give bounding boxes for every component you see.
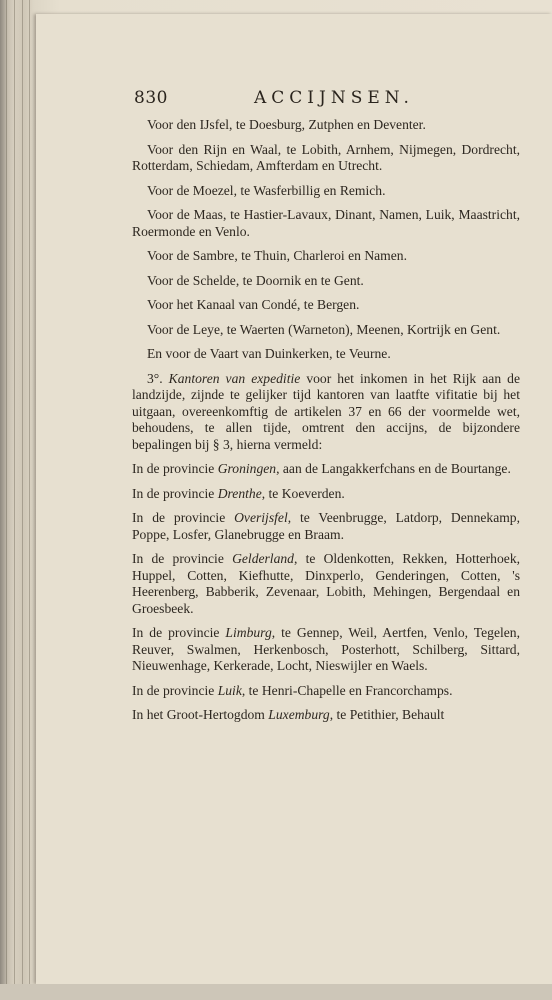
paragraph: Voor den IJsfel, te Doesburg, Zutphen en Deventer. — [147, 117, 426, 132]
paragraph-rest: voor het inkomen in het Rijk aan de landzijde, zijnde te gelijker tijd kantoren van laatfte vifitatie bij het uitgaan, overeenkomftig de artikelen 37 en 66 der voormelde wet, behoudens, te allen tijde, omtrent den accijns, de bijzondere bepalingen bij § 3, hierna vermeld: — [132, 370, 520, 452]
paragraph-italic: Drenthe — [217, 485, 262, 501]
paragraph-lead: 3°. — [147, 370, 169, 386]
paragraph-lead: In de provincie — [132, 510, 235, 525]
paragraph-italic: Kantoren van expeditie — [168, 370, 301, 386]
paragraph: Voor de Leye, te Waerten (Warneton), Meenen, Kortrijk en Gent. — [147, 321, 501, 337]
paragraph — [132, 371, 520, 454]
paragraph-lead: In de provincie — [132, 682, 218, 698]
paragraph — [132, 683, 520, 700]
paragraph-lead: In de provincie — [132, 461, 218, 476]
paragraph: Voor de Sambre, te Thuin, Charleroi en Namen. — [147, 248, 407, 263]
paragraph-italic: Gelderland — [232, 551, 294, 566]
paragraph: Voor de Moezel, te Wasferbillig en Remich. — [147, 182, 386, 198]
page-stack-edge — [6, 0, 7, 1000]
page-stack-edge — [14, 0, 15, 1000]
paragraph-rest: , te Koeverden. — [261, 485, 345, 501]
paragraph-rest: , te Henri-Chapelle en Francorchamps. — [241, 682, 453, 698]
paragraph — [132, 551, 520, 617]
paragraph — [132, 707, 520, 724]
paragraph-rest: , te Oldenkotten, Rekken, Hotterhoek, Huppel, Cotten, Kiefhutte, Dinxperlo, Genderingen, Cotten, 's Heerenberg, Babberik, Zevenaar, Lobith, Mehingen, Bergendaal en Groesbeek. — [132, 551, 521, 616]
paragraph-lead: In het Groot-Hertogdom — [132, 707, 269, 722]
paragraph: Voor de Maas, te Hastier-Lavaux, Dinant, Namen, Luik, Maastricht, Roermonde en Venlo. — [132, 207, 520, 239]
paragraph — [132, 486, 520, 503]
paragraph — [132, 461, 520, 478]
paragraph: En voor de Vaart van Duinkerken, te Veurne. — [147, 346, 391, 361]
paragraph-lead: In de provincie — [132, 485, 218, 501]
paragraph-italic: Luxemburg — [268, 707, 330, 722]
paragraph-rest: , aan de Langakkerfchans en de Bourtange. — [276, 461, 511, 476]
page-stack-edge — [29, 0, 30, 1000]
paragraph-lead: In de provincie — [132, 625, 226, 640]
paragraph: Voor de Schelde, te Doornik en te Gent. — [147, 272, 364, 288]
paragraph — [132, 510, 520, 543]
paragraph-rest: , te Gennep, Weil, Aertfen, Venlo, Tegelen, Reuver, Swalmen, Herkenbosch, Posterhott, Schilberg, Sittard, Nieuwenhage, Kerkerade, Locht, Nieswijler en Waels. — [132, 625, 520, 673]
paragraph: Voor den Rijn en Waal, te Lobith, Arnhem, Nijmegen, Dordrecht, Rotterdam, Schiedam, Amfterdam en Utrecht. — [132, 141, 520, 173]
page-header — [134, 88, 524, 114]
paragraph-italic: Overijsfel — [234, 510, 288, 525]
page-number: 830 — [134, 88, 168, 108]
paragraph-italic: Luik — [217, 682, 242, 698]
body-text — [132, 117, 520, 732]
paragraph-lead: In de provincie — [132, 551, 233, 566]
running-head: ACCIJNSEN. — [254, 88, 414, 108]
page-stack-edge — [22, 0, 23, 1000]
paragraph-italic: Groningen — [217, 461, 277, 476]
paragraph-rest: , te Petithier, Behault — [329, 707, 445, 722]
paragraph-rest: , te Veenbrugge, Latdorp, Dennekamp, Poppe, Losfer, Glanebrugge en Braam. — [132, 510, 520, 542]
scan-bottom-margin — [0, 984, 552, 1000]
paragraph-italic: Limburg — [225, 625, 272, 640]
paragraph: Voor het Kanaal van Condé, te Bergen. — [147, 297, 360, 312]
paragraph — [132, 625, 520, 675]
